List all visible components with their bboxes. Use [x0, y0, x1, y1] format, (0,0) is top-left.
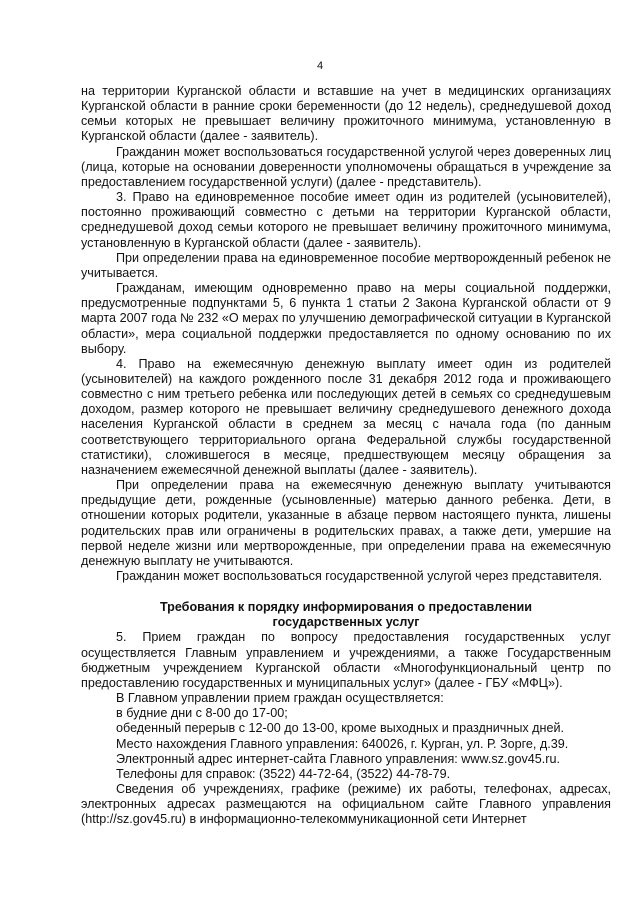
paragraph-one-basis: Гражданам, имеющим одновременно право на меры социальной поддержки, предусмотренные подпунктами 5, 6 пункта 1 статьи 2 Закона Курганской области от 9 марта 2007 года № 232 «О мерах по улучшению демографической ситуации в Курганской области», мера социальной поддержки предоставляется по одному основанию по их выбору.	[81, 281, 611, 356]
section-heading-line-2: государственных услуг	[272, 615, 420, 630]
paragraph-continuation: на территории Курганской области и вставшие на учет в медицинских организациях Курганской области в ранние сроки беременности (до 12 недель), среднедушевой доход семьи которых не превышает величину прожиточного минимума, установленную в Курганской области (далее - заявитель).	[81, 84, 611, 144]
schedule-line: Телефоны для справок: (3522) 44-72-64, (3522) 44-78-79.	[116, 766, 451, 781]
schedule-line: обеденный перерыв с 12-00 до 13-00, кроме выходных и праздничных дней.	[116, 721, 565, 736]
schedule-line: Место нахождения Главного управления: 640026, г. Курган, ул. Р. Зорге, д.39.	[116, 736, 569, 751]
page-number: 4	[316, 60, 324, 72]
paragraph-clause-3: 3. Право на единовременное пособие имеет один из родителей (усыновителей), постоянно проживающий совместно с детьми на территории Курганской области, среднедушевой доход семьи которого не превышает величину прожиточного минимума, установленную в Курганской области (далее - заявитель).	[81, 190, 611, 250]
paragraph-previous-children: При определении права на ежемесячную денежную выплату учитываются предыдущие дети, рожденные (усыновленные) матерью данного ребенка. Дети, в отношении которых родители, указанные в абзаце первом настоящего пункта, лишены родительских прав или ограничены в родительских правах, а также дети, умершие на первой неделе жизни или мертворожденные, при определении права на ежемесячную денежную выплату не учитываются.	[81, 478, 611, 568]
schedule-line: Электронный адрес интернет-сайта Главного управления: www.sz.gov45.ru.	[116, 751, 560, 766]
section-heading-line-1: Требования к порядку информирования о предоставлении	[159, 600, 533, 615]
paragraph-representative: Гражданин может воспользоваться государственной услугой через доверенных лиц (лица, которые на основании доверенности уполномочены обращаться в учреждение за предоставлением государственной услуги) (далее - представитель).	[81, 144, 611, 189]
section-heading	[81, 600, 611, 630]
paragraph-info-sources: Сведения об учреждениях, графике (режиме) их работы, телефонах, адресах, электронных адресах размещаются на официальном сайте Главного управления (http://sz.gov45.ru) в информационно-телекоммуникационной сети Интернет	[81, 782, 611, 827]
schedule-line: В Главном управлении прием граждан осуществляется:	[116, 691, 444, 706]
document-body	[81, 84, 611, 828]
paragraph-representative-2: Гражданин может воспользоваться государственной услугой через представителя.	[116, 569, 603, 583]
schedule-line: в будние дни с 8-00 до 17-00;	[116, 706, 288, 721]
paragraph-stillborn-note: При определении права на единовременное пособие мертворожденный ребенок не учитывается.	[81, 250, 611, 280]
paragraph-clause-4: 4. Право на ежемесячную денежную выплату имеет один из родителей (усыновителей) на каждого рожденного после 31 декабря 2012 года и проживающего совместно с ним третьего ребенка или последующих детей в семьях со среднедушевым доходом, размер которого не превышает величину среднедушевого денежного дохода населения Курганской области в среднем за месяц с начала года (по данным соответствующего территориального органа Федеральной службы государственной статистики), сложившегося в месяце, предшествующем месяцу обращения за назначением ежемесячной денежной выплаты (далее - заявитель).	[81, 356, 611, 477]
paragraph-clause-5: 5. Прием граждан по вопросу предоставления государственных услуг осуществляется Главным управлением и учреждениями, а также Государственным бюджетным учреждением Курганской области «Многофункциональный центр по предоставлению государственных и муниципальных услуг» (далее - ГБУ «МФЦ»).	[81, 630, 611, 690]
